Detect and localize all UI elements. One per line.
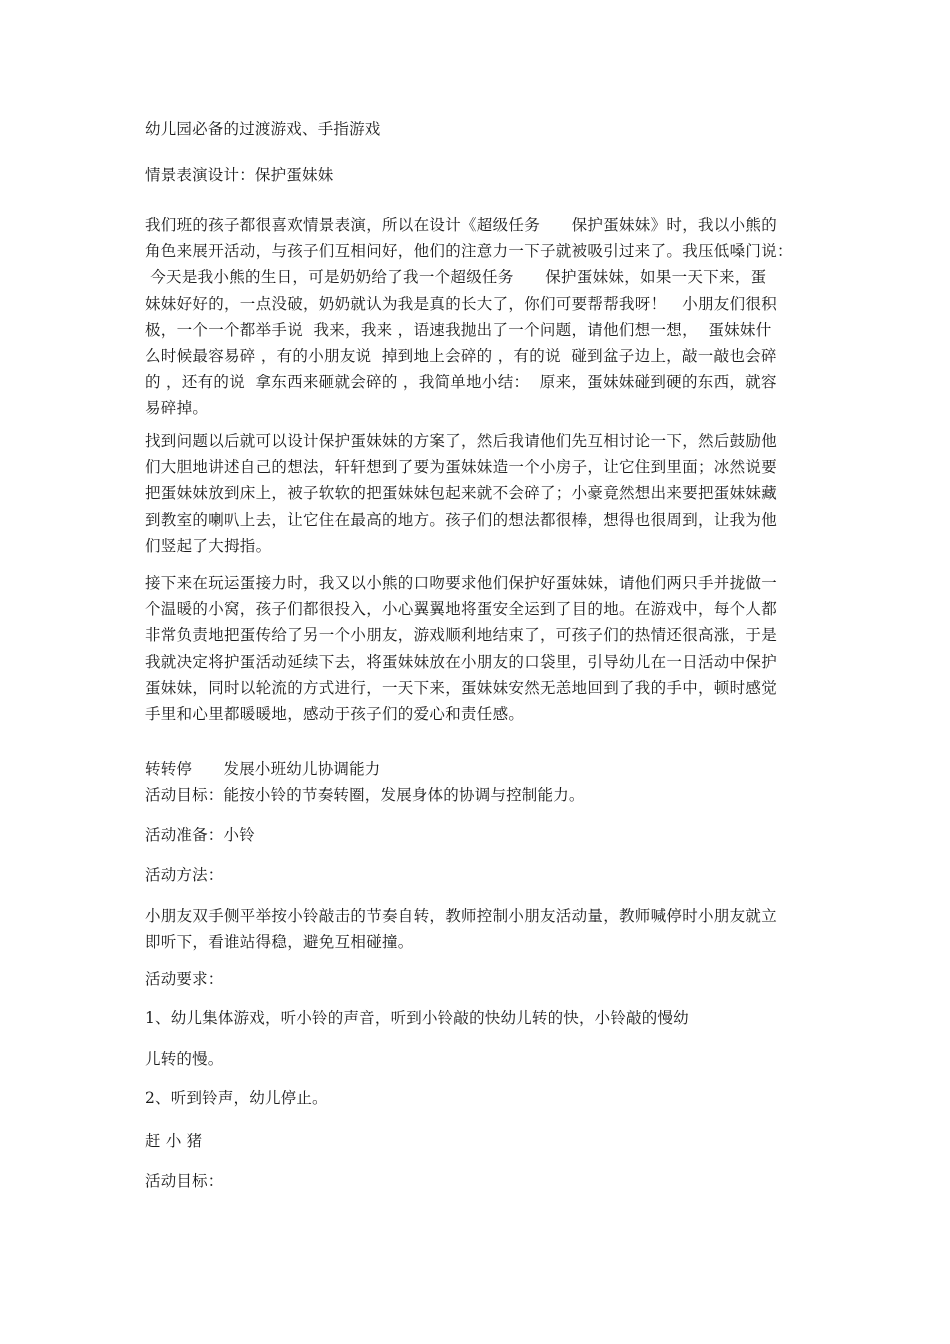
- paragraph-line: 角色来展开活动，与孩子们互相问好，他们的注意力一下子就被吸引过来了。我压低嗓门说：: [145, 242, 793, 261]
- paragraph-line: 非常负责地把蛋传给了另一个小朋友，游戏顺利地结束了，可孩子们的热情还很高涨，于是: [145, 626, 778, 645]
- paragraph-line: 我们班的孩子都很喜欢情景表演，所以在设计《超级任务 保护蛋妹妹》时，我以小熊的: [145, 216, 778, 234]
- paragraph-line: 们大胆地讲述自己的想法，轩轩想到了要为蛋妹妹造一个小房子，让它住到里面；冰然说要: [145, 458, 778, 477]
- document-title: 幼儿园必备的过渡游戏、手指游戏: [145, 120, 381, 138]
- game-requirement-1: 1、幼儿集体游戏，听小铃的声音，听到小铃敲的快幼儿转的快，小铃敲的慢幼: [145, 1009, 689, 1027]
- game-goal-label: 活动目标：: [145, 1172, 224, 1190]
- paragraph-line: 蛋妹妹，同时以轮流的方式进行，一天下来，蛋妹妹安然无恙地回到了我的手中，顿时感觉: [145, 678, 778, 697]
- paragraph-relay: [145, 570, 810, 727]
- paragraph-line: 找到问题以后就可以设计保护蛋妹妹的方案了，然后我请他们先互相讨论一下，然后鼓励他: [145, 432, 778, 450]
- paragraph-line: 今天是我小熊的生日，可是奶奶给了我一个超级任务 保护蛋妹妹，如果一天下来，蛋: [145, 268, 767, 287]
- paragraph-line: 到教室的喇叭上去，让它住在最高的地方。孩子们的想法都很棒，想得也很周到，让我为他: [145, 510, 778, 529]
- paragraph-line: 即听下，看谁站得稳，避免互相碰撞。: [145, 933, 414, 952]
- paragraph-intro: [145, 212, 810, 422]
- game-heading-spin-stop: 转转停 发展小班幼儿协调能力: [145, 760, 381, 778]
- game-requirements-label: 活动要求：: [145, 970, 224, 988]
- paragraph-line: 易碎掉。: [145, 399, 209, 418]
- game-method-label: 活动方法：: [145, 866, 224, 884]
- paragraph-line: 手里和心里都暖暖地，感动于孩子们的爱心和责任感。: [145, 705, 525, 724]
- game-method-text: [145, 903, 810, 955]
- game-heading-chase-piglet: 赶 小 猪: [145, 1132, 203, 1150]
- game-requirement-2: 2、听到铃声，幼儿停止。: [145, 1089, 328, 1107]
- paragraph-line: 么时候最容易碎 ，有的小朋友说 掉到地上会碎的 ，有的说 碰到盆子边上，敲一敲也会碎: [145, 347, 777, 366]
- paragraph-line: 接下来在玩运蛋接力时，我又以小熊的口吻要求他们保护好蛋妹妹，请他们两只手并拢做一: [145, 574, 778, 592]
- paragraph-line: 妹妹好好的，一点没破，奶奶就认为我是真的长大了，你们可要帮帮我呀！ 小朋友们很积: [145, 294, 778, 313]
- paragraph-line: 的 ，还有的说 拿东西来砸就会碎的 ，我简单地小结： 原来，蛋妹妹碰到硬的东西，就容: [145, 373, 777, 392]
- game-requirement-1-continued: 儿转的慢。: [145, 1050, 224, 1068]
- game-goal: 活动目标：能按小铃的节奏转圈，发展身体的协调与控制能力。: [145, 786, 585, 804]
- paragraph-ideas: [145, 428, 810, 559]
- game-preparation: 活动准备：小铃: [145, 826, 255, 844]
- section-heading-protect-egg: 情景表演设计：保护蛋妹妹: [145, 166, 334, 184]
- paragraph-line: 们竖起了大拇指。: [145, 536, 272, 555]
- paragraph-line: 个温暖的小窝，孩子们都很投入，小心翼翼地将蛋安全运到了目的地。在游戏中，每个人都: [145, 600, 778, 619]
- paragraph-line: 把蛋妹妹放到床上，被子软软的把蛋妹妹包起来就不会碎了；小豪竟然想出来要把蛋妹妹藏: [145, 484, 778, 503]
- paragraph-line: 小朋友双手侧平举按小铃敲击的节奏自转，教师控制小朋友活动量，教师喊停时小朋友就立: [145, 907, 778, 925]
- paragraph-line: 极，一个一个都举手说 我来，我来 ，语速我抛出了一个问题，请他们想一想， 蛋妹妹什: [145, 320, 772, 339]
- paragraph-line: 我就决定将护蛋活动延续下去，将蛋妹妹放在小朋友的口袋里，引导幼儿在一日活动中保护: [145, 652, 778, 671]
